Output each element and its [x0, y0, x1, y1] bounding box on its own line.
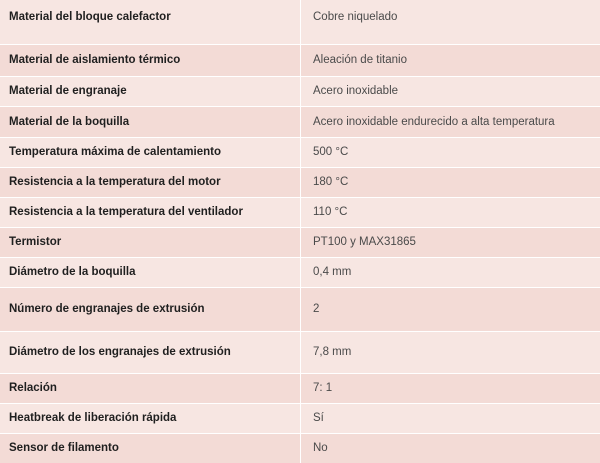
spec-value: Cobre niquelado — [301, 0, 600, 44]
spec-value: 110 °C — [301, 197, 600, 227]
spec-value: 180 °C — [301, 167, 600, 197]
spec-label: Material de aislamiento térmico — [0, 44, 301, 76]
table-row — [0, 197, 600, 227]
spec-label: Relación — [0, 373, 301, 403]
table-row — [0, 106, 600, 137]
spec-label: Material de la boquilla — [0, 106, 301, 137]
spec-value: Sí — [301, 403, 600, 433]
spec-value: Acero inoxidable — [301, 76, 600, 106]
table-row — [0, 403, 600, 433]
table-row — [0, 433, 600, 463]
spec-label: Termistor — [0, 227, 301, 257]
spec-label: Resistencia a la temperatura del ventilador — [0, 197, 301, 227]
spec-value: No — [301, 433, 600, 463]
spec-value: 0,4 mm — [301, 257, 600, 287]
table-row — [0, 257, 600, 287]
spec-label: Diámetro de los engranajes de extrusión — [0, 331, 301, 373]
table-row — [0, 0, 600, 44]
spec-value: Acero inoxidable endurecido a alta temperatura — [301, 106, 600, 137]
spec-value: Aleación de titanio — [301, 44, 600, 76]
table-row — [0, 227, 600, 257]
spec-value: 7,8 mm — [301, 331, 600, 373]
spec-value: 2 — [301, 287, 600, 331]
spec-label: Material del bloque calefactor — [0, 0, 301, 44]
table-row — [0, 373, 600, 403]
spec-label: Diámetro de la boquilla — [0, 257, 301, 287]
spec-label: Temperatura máxima de calentamiento — [0, 137, 301, 167]
spec-label: Heatbreak de liberación rápida — [0, 403, 301, 433]
spec-label: Resistencia a la temperatura del motor — [0, 167, 301, 197]
table-row — [0, 167, 600, 197]
spec-label: Número de engranajes de extrusión — [0, 287, 301, 331]
table-row — [0, 331, 600, 373]
table-row — [0, 76, 600, 106]
spec-value: 500 °C — [301, 137, 600, 167]
table-row — [0, 137, 600, 167]
spec-label: Material de engranaje — [0, 76, 301, 106]
table-row — [0, 287, 600, 331]
spec-value: PT100 y MAX31865 — [301, 227, 600, 257]
table-row — [0, 44, 600, 76]
spec-label: Sensor de filamento — [0, 433, 301, 463]
spec-value: 7: 1 — [301, 373, 600, 403]
